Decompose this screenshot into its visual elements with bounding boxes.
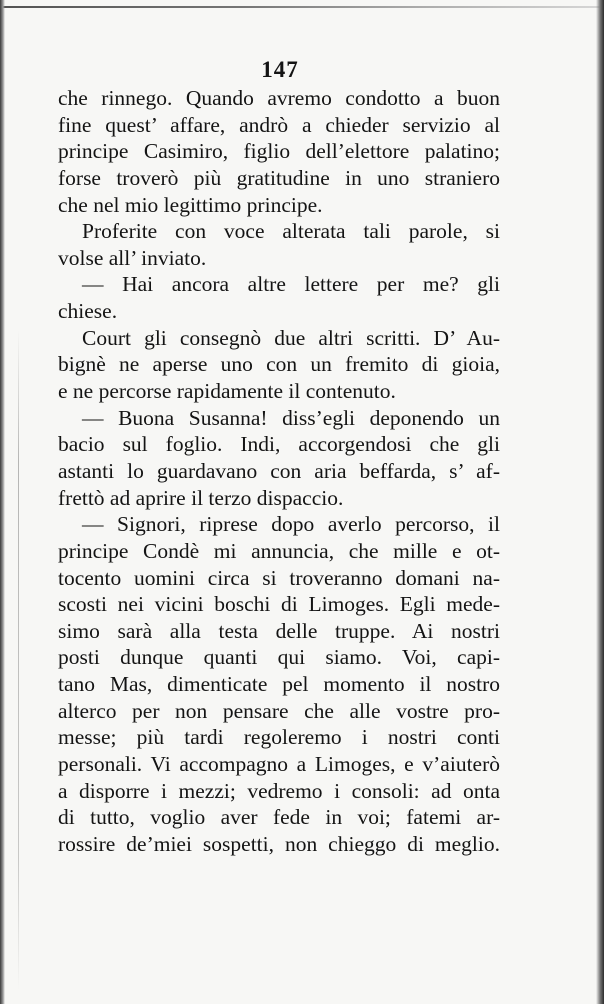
text-line: di tutto, voglio aver fede in voi; fatemi ar- (58, 805, 500, 830)
text-line: alterco per non pensare che alle vostre pro- (58, 698, 500, 723)
text-line: bacio sul foglio. Indi, accorgendosi che gli (58, 432, 500, 457)
top-rule (0, 6, 604, 8)
text-line: scosti nei vicini boschi di Limoges. Egli mede- (58, 592, 500, 617)
text-line: tano Mas, dimenticate pel momento il nostro (58, 672, 500, 697)
text-line: Court gli consegnò due altri scritti. D’ Au- (82, 325, 500, 350)
text-line: — Buona Susanna! diss’egli deponendo un (82, 405, 500, 430)
right-page-edge (596, 0, 604, 1004)
text-line: fine quest’ affare, andrò a chieder servizio al (58, 112, 500, 137)
text-line: a disporre i mezzi; vedremo i consoli: ad onta (58, 778, 500, 803)
text-line: volse all’ inviato. (58, 245, 207, 270)
text-line: chiese. (58, 299, 118, 324)
text-line: bignè ne aperse uno con un fremito di gioia, (58, 352, 500, 377)
text-line: frettò ad aprire il terzo dispaccio. (58, 485, 344, 510)
text-line: — Hai ancora altre lettere per me? gli (82, 272, 500, 297)
text-line: messe; più tardi regoleremo i nostri conti (58, 725, 500, 750)
text-line: — Signori, riprese dopo averlo percorso, il (82, 512, 500, 537)
text-line: che nel mio legittimo principe. (58, 192, 323, 217)
text-line: e ne percorse rapidamente il contenuto. (58, 379, 396, 404)
text-line: astanti lo guardavano con aria beffarda, s’ af- (58, 458, 500, 483)
text-line: Proferite con voce alterata tali parole, si (82, 219, 500, 244)
text-line: tocento uomini circa si troveranno domani na- (58, 565, 500, 590)
text-line: principe Condè mi annuncia, che mille e ot- (58, 538, 500, 563)
left-page-edge (0, 0, 5, 1004)
text-line: forse troverò più gratitudine in uno straniero (58, 165, 500, 190)
text-line: che rinnego. Quando avremo condotto a buon (58, 86, 500, 110)
left-binding-shadow (18, 330, 19, 990)
body-text (58, 85, 500, 858)
text-line: posti dunque quanti qui siamo. Voi, capi- (58, 645, 500, 670)
text-line: simo sarà alla testa delle truppe. Ai nostri (58, 618, 500, 643)
page-number: 147 (261, 57, 299, 82)
text-line: rossire de’miei sospetti, non chieggo di meglio. (58, 831, 500, 856)
text-line: principe Casimiro, figlio dell’elettore palatino; (58, 139, 500, 164)
text-line: personali. Vi accompagno a Limoges, e v’aiuterò (58, 752, 500, 777)
